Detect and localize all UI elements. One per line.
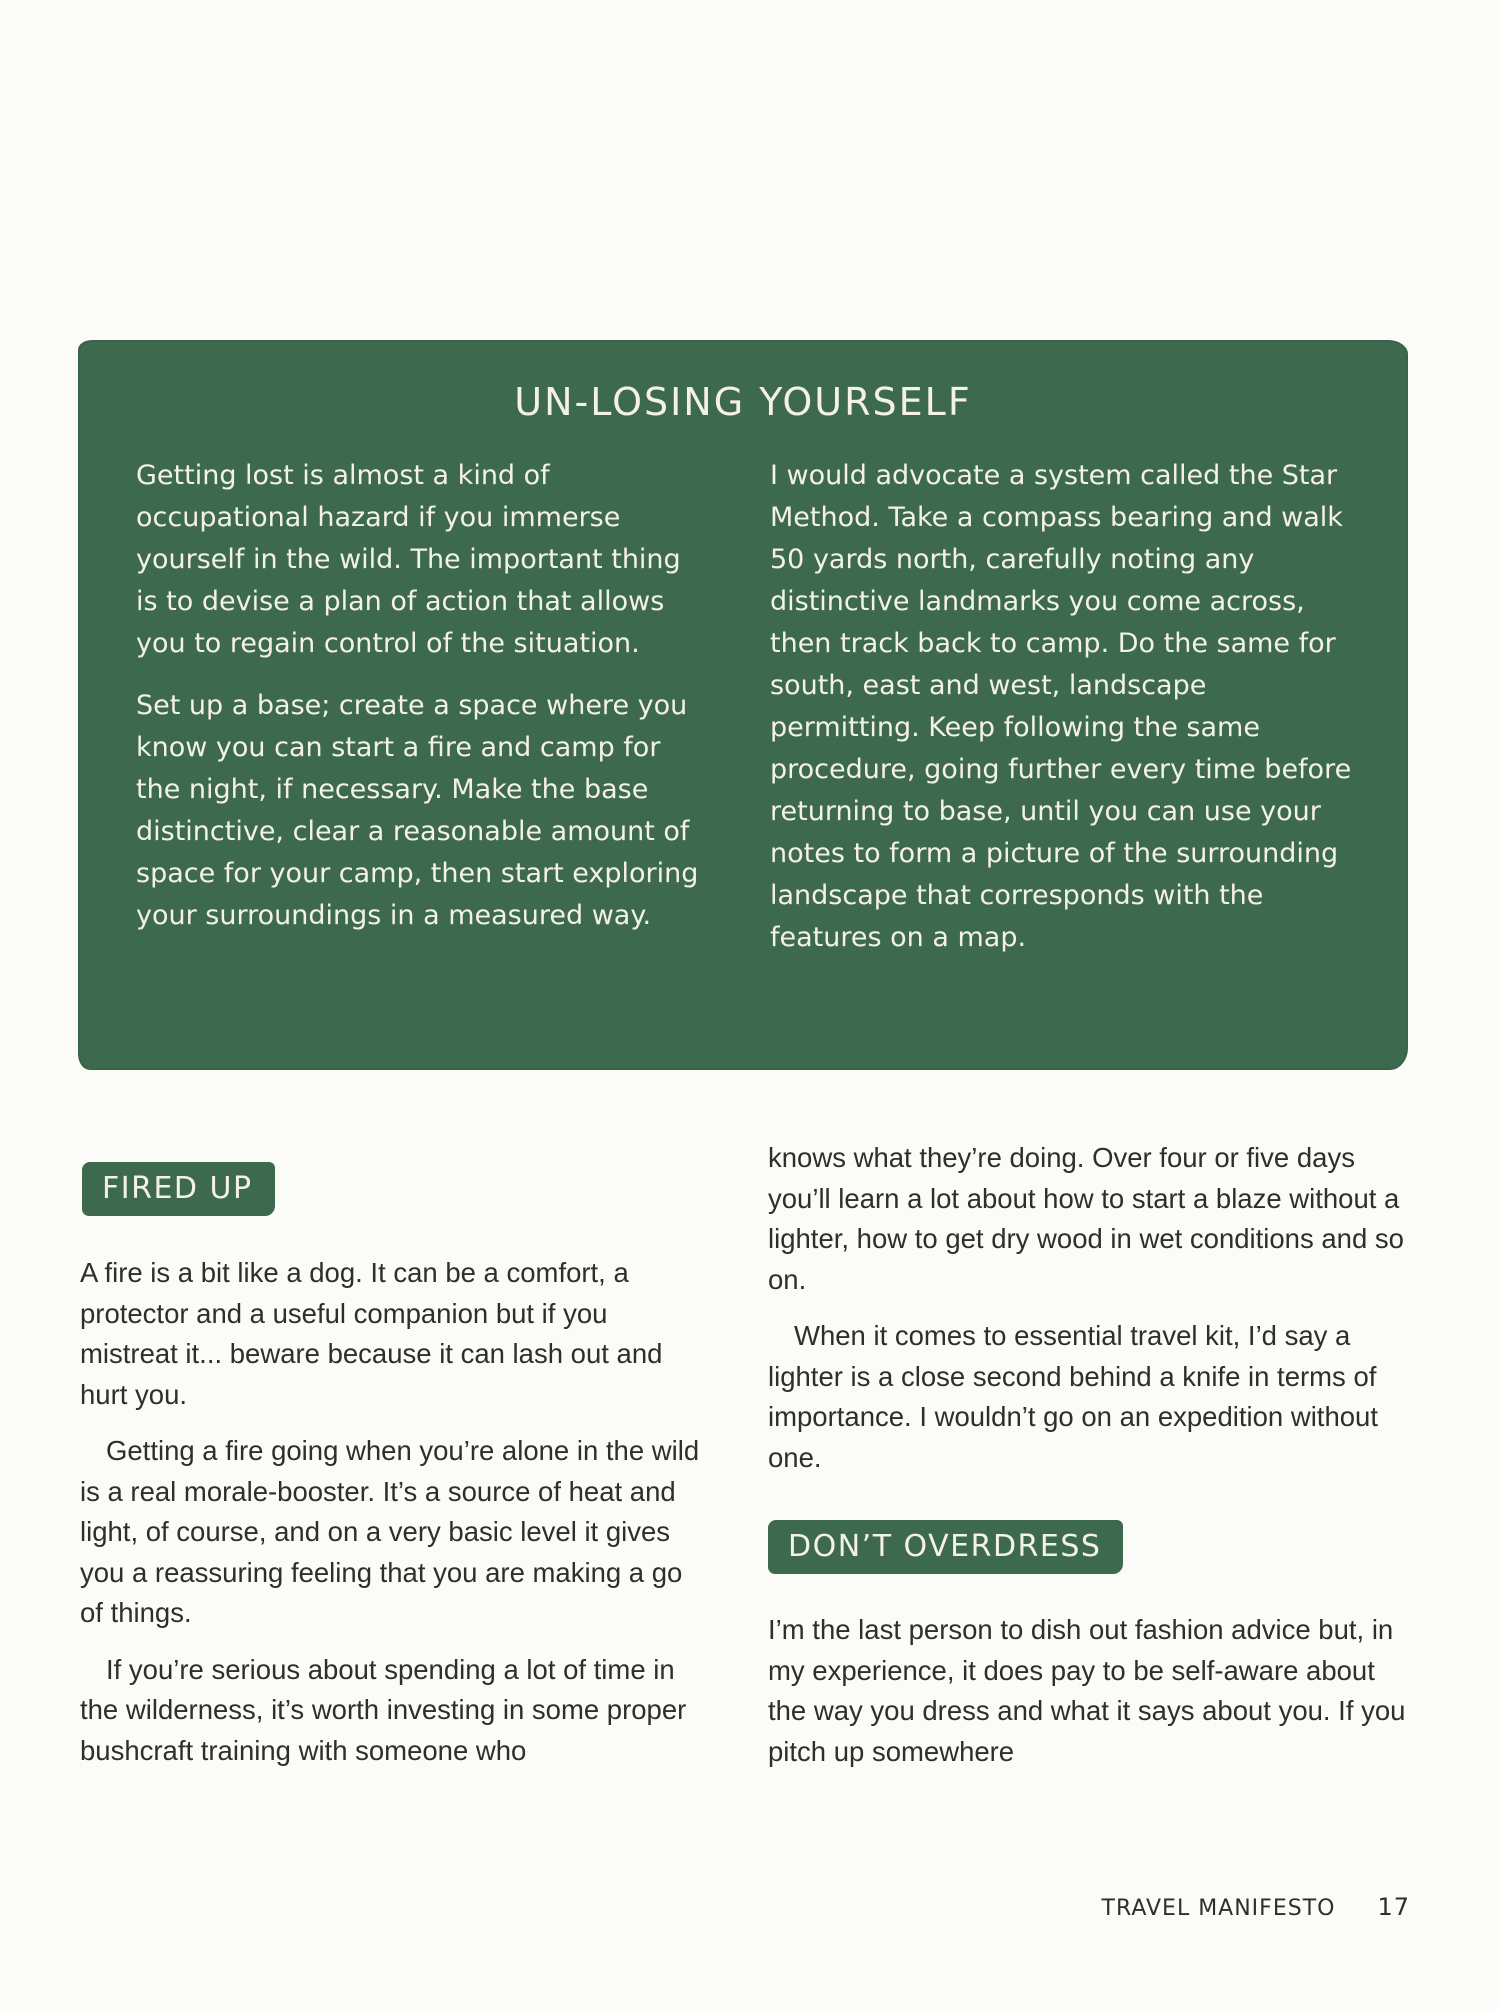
body-paragraph: When it comes to essential travel kit, I’d say a lighter is a close second behind a knife in terms of importance. I wouldn’t go on an expedition without one. [768,1320,1378,1473]
callout-paragraph: I would advocate a system called the Star Method. Take a compass bearing and walk 50 yards north, carefully noting any distinctive landmarks you come across, then track back to camp. Do the same for south, east and west, landscape permitting. Keep following the same procedure, going further every time before returning to base, until you can use your notes to form a picture of the surrounding landscape that corresponds with the features on a map. [770,460,1352,953]
page-footer [1102,1893,1410,1921]
dont-overdress-heading: DON’T OVERDRESS [768,1520,1123,1574]
dont-overdress-column [768,1610,1408,1788]
body-paragraph: Getting a fire going when you’re alone in the wild is a real morale-booster. It’s a source of heat and light, of course, and on a very basic level it gives you a reassuring feeling that you are making a go of things. [80,1435,700,1628]
body-paragraph: knows what they’re doing. Over four or five days you’ll learn a lot about how to start a blaze without a lighter, how to get dry wood in wet conditions and so on. [768,1142,1404,1295]
fired-up-left-column [80,1253,710,1787]
fired-up-right-column [768,1138,1408,1494]
fired-up-heading: FIRED UP [82,1162,275,1216]
callout-paragraph: Set up a base; create a space where you know you can start a fire and camp for the night, if necessary. Make the base distinctive, clear a reasonable amount of space for your camp, then start exploring your surroundings in a measured way. [136,690,699,931]
body-paragraph: A fire is a bit like a dog. It can be a comfort, a protector and a useful companion but if you mistreat it... beware because it can lash out and hurt you. [80,1257,663,1410]
callout-right-column [770,455,1360,979]
un-losing-yourself-callout [78,340,1408,1070]
body-paragraph: I’m the last person to dish out fashion advice but, in my experience, it does pay to be self-aware about the way you dress and what it says about you. If you pitch up somewhere [768,1614,1406,1767]
callout-left-column [136,455,706,957]
callout-title: UN-LOSING YOURSELF [514,380,972,424]
callout-paragraph: Getting lost is almost a kind of occupational hazard if you immerse yourself in the wild. The important thing is to devise a plan of action that allows you to regain control of the situation. [136,460,681,659]
body-paragraph: If you’re serious about spending a lot of time in the wilderness, it’s worth investing in some proper bushcraft training with someone who [80,1653,687,1766]
running-title: TRAVEL MANIFESTO [1101,1896,1336,1921]
page-number: 17 [1377,1893,1410,1921]
